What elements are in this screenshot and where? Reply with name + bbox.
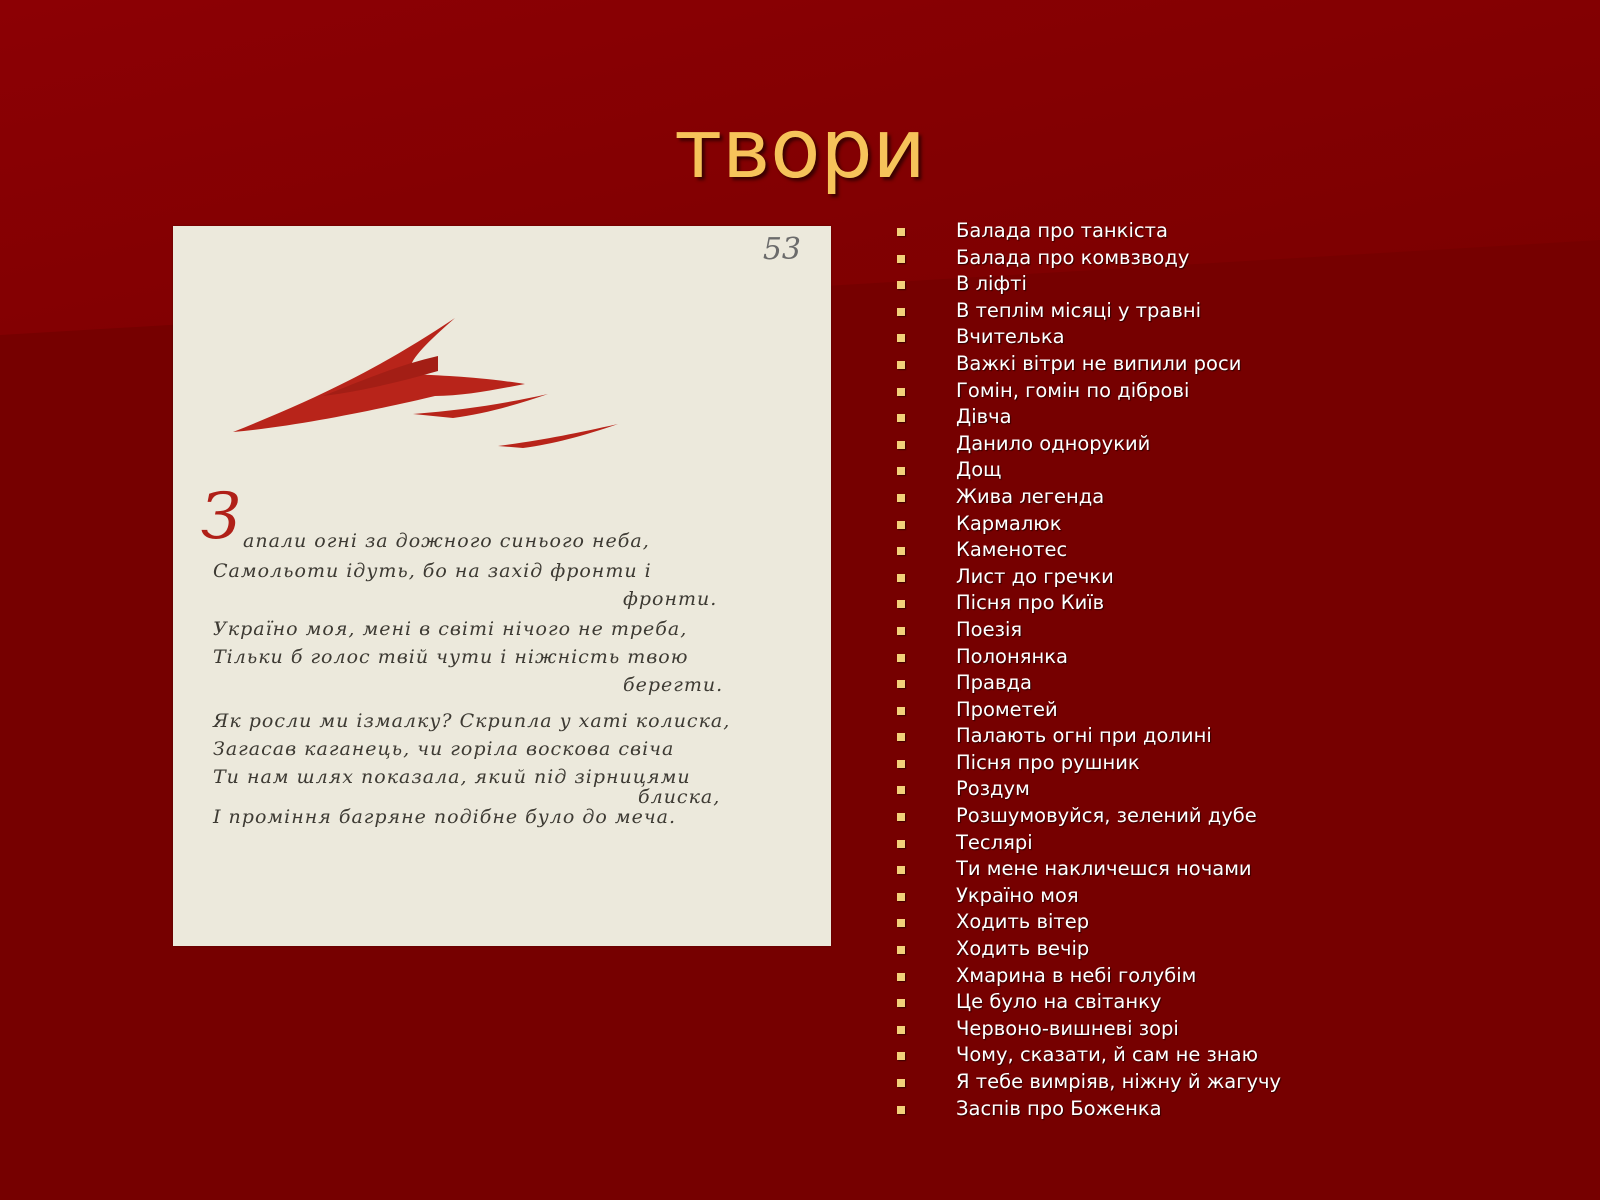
square-bullet-icon xyxy=(897,361,905,369)
list-item xyxy=(895,644,1281,671)
list-item-label: Балада про танкіста xyxy=(956,219,1168,242)
square-bullet-icon xyxy=(897,494,905,502)
list-item-label: Полонянка xyxy=(956,644,1068,668)
manuscript-image xyxy=(173,226,831,946)
list-item-label: Вчителька xyxy=(956,325,1065,349)
airplane-drawing xyxy=(173,226,831,486)
list-item xyxy=(895,856,1281,883)
list-item xyxy=(895,218,1281,245)
list-item xyxy=(895,909,1281,936)
list-item-label: Палають огні при долині xyxy=(956,724,1212,748)
list-item-label: Теслярі xyxy=(956,830,1033,854)
square-bullet-icon xyxy=(897,786,905,794)
square-bullet-icon xyxy=(897,228,905,236)
list-item xyxy=(895,1096,1281,1123)
slide-title: твори xyxy=(674,102,926,197)
list-item xyxy=(895,245,1281,272)
list-item-label: Ходить вечір xyxy=(956,937,1090,961)
list-item xyxy=(895,776,1281,803)
square-bullet-icon xyxy=(897,574,905,582)
square-bullet-icon xyxy=(897,1052,905,1060)
list-item xyxy=(895,564,1281,591)
manuscript-line: Самольоти ідуть, бо на захід фронти і xyxy=(213,560,652,582)
list-item-label: Це було на світанку xyxy=(956,990,1162,1014)
list-item xyxy=(895,298,1281,325)
list-item-label: Каменотес xyxy=(956,538,1068,562)
manuscript-line: Загасав каганець, чи горіла воскова свіча xyxy=(213,738,675,760)
list-item-label: Балада про комвзводу xyxy=(956,245,1190,269)
square-bullet-icon xyxy=(897,388,905,396)
list-item-label: Заспів про Боженка xyxy=(956,1096,1162,1120)
list-item xyxy=(895,989,1281,1016)
list-item-label: В ліфті xyxy=(956,272,1027,296)
list-item xyxy=(895,351,1281,378)
square-bullet-icon xyxy=(897,467,905,475)
list-item xyxy=(895,723,1281,750)
list-item-label: Ходить вітер xyxy=(956,910,1090,934)
list-item xyxy=(895,1042,1281,1069)
square-bullet-icon xyxy=(897,973,905,981)
list-item xyxy=(895,936,1281,963)
list-item-label: Україно моя xyxy=(956,883,1079,907)
square-bullet-icon xyxy=(897,441,905,449)
square-bullet-icon xyxy=(897,1026,905,1034)
list-item xyxy=(895,484,1281,511)
list-item xyxy=(895,537,1281,564)
list-item xyxy=(895,378,1281,405)
list-item-label: Поезія xyxy=(956,617,1023,641)
square-bullet-icon xyxy=(897,760,905,768)
list-item-label: Хмарина в небі голубім xyxy=(956,963,1197,987)
list-item xyxy=(895,1069,1281,1096)
square-bullet-icon xyxy=(897,813,905,821)
square-bullet-icon xyxy=(897,255,905,263)
manuscript-line: І проміння багряне подібне було до меча. xyxy=(213,806,677,828)
list-item xyxy=(895,803,1281,830)
list-item xyxy=(895,590,1281,617)
manuscript-line: Україно моя, мені в світі нічого не треба, xyxy=(213,618,688,640)
list-item-label: Гомін, гомін по діброві xyxy=(956,378,1190,402)
square-bullet-icon xyxy=(897,547,905,555)
square-bullet-icon xyxy=(897,600,905,608)
square-bullet-icon xyxy=(897,1079,905,1087)
list-item xyxy=(895,404,1281,431)
list-item xyxy=(895,750,1281,777)
drop-cap: З xyxy=(201,480,241,554)
manuscript-line: блиска, xyxy=(638,786,721,808)
list-item-label: В теплім місяці у травні xyxy=(956,298,1202,322)
list-item-label: Ти мене накличешся ночами xyxy=(956,857,1252,881)
square-bullet-icon xyxy=(897,707,905,715)
square-bullet-icon xyxy=(897,308,905,316)
list-item-label: Данило однорукий xyxy=(956,431,1151,455)
list-item xyxy=(895,1016,1281,1043)
list-item-label: Важкі вітри не випили роси xyxy=(956,351,1242,375)
list-item-label: Дівча xyxy=(956,405,1012,429)
square-bullet-icon xyxy=(897,840,905,848)
list-item-label: Роздум xyxy=(956,777,1030,801)
list-item-label: Правда xyxy=(956,671,1032,695)
page-number: 53 xyxy=(762,232,801,267)
square-bullet-icon xyxy=(897,1106,905,1114)
square-bullet-icon xyxy=(897,334,905,342)
list-item xyxy=(895,697,1281,724)
manuscript-line: Тільки б голос твій чути і ніжність твою xyxy=(213,646,689,668)
works-list xyxy=(895,218,1281,1122)
list-item-label: Прометей xyxy=(956,697,1058,721)
list-item xyxy=(895,271,1281,298)
list-item-label: Дощ xyxy=(956,458,1002,482)
manuscript-line: фронти. xyxy=(623,588,718,610)
manuscript-line: берегти. xyxy=(623,674,724,696)
list-item xyxy=(895,963,1281,990)
square-bullet-icon xyxy=(897,654,905,662)
list-item-label: Жива легенда xyxy=(956,484,1105,508)
list-item xyxy=(895,617,1281,644)
list-item xyxy=(895,457,1281,484)
list-item-label: Червоно-вишневі зорі xyxy=(956,1016,1179,1040)
manuscript-line: апали огні за дожного синього неба, xyxy=(243,530,650,552)
list-item-label: Пісня про Київ xyxy=(956,591,1105,615)
square-bullet-icon xyxy=(897,733,905,741)
square-bullet-icon xyxy=(897,919,905,927)
list-item xyxy=(895,324,1281,351)
square-bullet-icon xyxy=(897,414,905,422)
square-bullet-icon xyxy=(897,521,905,529)
list-item xyxy=(895,830,1281,857)
list-item xyxy=(895,670,1281,697)
manuscript-line: Ти нам шлях показала, який під зірницями xyxy=(213,766,691,788)
list-item-label: Пісня про рушник xyxy=(956,750,1140,774)
list-item-label: Лист до гречки xyxy=(956,564,1114,588)
square-bullet-icon xyxy=(897,281,905,289)
list-item-label: Кармалюк xyxy=(956,511,1062,535)
square-bullet-icon xyxy=(897,866,905,874)
list-item-label: Я тебе вимріяв, ніжну й жагучу xyxy=(956,1070,1282,1093)
square-bullet-icon xyxy=(897,627,905,635)
list-item xyxy=(895,511,1281,538)
list-item xyxy=(895,431,1281,458)
square-bullet-icon xyxy=(897,946,905,954)
square-bullet-icon xyxy=(897,893,905,901)
list-item-label: Розшумовуйся, зелений дубе xyxy=(956,804,1257,828)
list-item xyxy=(895,883,1281,910)
square-bullet-icon xyxy=(897,999,905,1007)
list-item-label: Чому, сказати, й сам не знаю xyxy=(956,1043,1259,1067)
square-bullet-icon xyxy=(897,680,905,688)
manuscript-line: Як росли ми ізмалку? Скрипла у хаті колиска, xyxy=(213,710,731,732)
